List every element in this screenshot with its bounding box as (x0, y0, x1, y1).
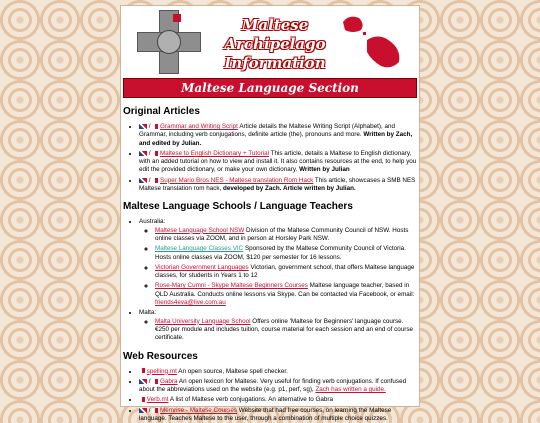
item-description: This article, showcases a SMB NES Maltese translation rom hack, (139, 176, 416, 193)
uk-flag-icon (139, 379, 147, 384)
site-banner (121, 6, 419, 78)
item-description: A list of Maltese verb conjugations. An alternative to Gabra (168, 396, 333, 404)
section-header: Maltese Language Section (123, 78, 417, 98)
gabra-link[interactable]: Gabra (160, 377, 178, 385)
item-description: Offers online 'Maltese for Beginners' language course. €250 per module and includes tuition, course material for each session and an end of course certificate. (155, 317, 413, 342)
page-container (120, 5, 420, 423)
uk-flag-icon (139, 151, 147, 156)
vic-classes-link[interactable]: Maltese Language Classes VIC (155, 245, 244, 253)
malta-flag-icon (152, 408, 158, 413)
list-item: • / Grammar and Writing Script Article details the Maltese Writing Script (Alphabet), and Grammar, including verb conjugations, definite article (the), pronouns and more. Written by Zach, and edited by Julian. (139, 123, 419, 148)
web-resources-list (121, 368, 419, 423)
list-item: • / Maltese to English Dictionary + Tutorial This article, details a Maltese to English dictionary, with an added tutorial on how to view and install it. It also contains resources at the end, to help you edit the provided dictionary, or make your own dictionary. Written by Julian (139, 150, 419, 175)
malta-flag-icon (139, 368, 145, 373)
australia-list (139, 227, 419, 308)
uk-flag-icon (139, 408, 147, 413)
malta-flag-icon (152, 379, 158, 384)
skype-courses-link[interactable]: Rose-Mary Cumni - Skype Maltese Beginners Courses (155, 282, 308, 290)
item-description: Maltese language teacher, based in QLD Australia. Conducts online lessons via Skype. Can be contacted via Facebook, or email: (155, 282, 415, 298)
list-item: • / Memrise - Maltese Courses Website that had free courses, on learning the Maltese language. Teaches Maltese to the user, through a combination of multiple choice quizzes. (139, 407, 419, 423)
uk-flag-icon (139, 178, 147, 183)
malta-flag-icon (152, 124, 158, 129)
original-articles-heading: Original Articles (123, 106, 200, 117)
guide-link[interactable]: Zach has written a guide. (315, 386, 386, 394)
memrise-link[interactable]: Memrise - Maltese Courses (160, 406, 237, 414)
malta-flag-icon (139, 397, 145, 402)
item-author: developed by Zach. Article written by Julian. (223, 185, 356, 193)
australia-label: Australia: (139, 218, 166, 226)
list-item (155, 264, 419, 281)
list-item: • / Gabra An open lexicon for Maltese. Very useful for finding verb conjugations. If confused about the abbreviations used on the website (e.g. p1, perf, sg), Zach has written a guide. (139, 378, 419, 395)
list-item (139, 218, 419, 307)
schools-heading: Maltese Language Schools / Language Teachers (123, 201, 353, 213)
item-description: Division of the Maltese Community Council of NSW. Hosts online classes via ZOOM, and in person at Horsley Park NSW. (155, 226, 409, 242)
victorian-languages-link[interactable]: Victorian Government Languages (155, 263, 249, 271)
list-item (139, 396, 419, 404)
list-item (139, 368, 419, 376)
list-item (155, 245, 419, 262)
maltese-cross-logo-icon (137, 10, 201, 74)
malta-list (139, 318, 419, 343)
item-description: An open lexicon for Maltese. Very useful for finding verb conjugations. If confused about the abbreviations used on the website (e.g. p1, perf, sg), (139, 377, 407, 394)
list-item (155, 318, 419, 343)
verb-mt-link[interactable]: Verb.mt (146, 396, 169, 404)
item-description: Website that had free courses, on learning the Maltese language. Teaches Maltese to the user, through a combination of multiple choice quizzes. (139, 406, 392, 423)
grammar-article-link[interactable]: Grammar and Writing Script (160, 123, 238, 130)
item-author: Written by Julian (299, 166, 350, 174)
item-description: Article details the Maltese Writing Script (Alphabet), and Grammar, including verb conjugations, definite article (the), pronouns and more. (139, 123, 395, 139)
email-link[interactable]: friends4eva@live.com.au (155, 299, 226, 307)
item-description: This article, details a Maltese to English dictionary, with an added tutorial on how to view and install it. It also contains resources at the end, to help you edit the provided dictionary, or make your own dictionary. (139, 149, 417, 174)
spelling-link[interactable]: spelling.mt (146, 367, 177, 375)
original-articles-list (121, 123, 419, 193)
site-title: Maltese Archipelago Information (224, 16, 326, 72)
malta-flag-icon (152, 151, 158, 156)
list-item (155, 282, 419, 307)
item-description: Victorian, government school, that offers Maltese language classes, for students in Years 1 to 12 (155, 263, 415, 280)
uk-flag-icon (139, 124, 147, 129)
malta-label: Malta: (139, 309, 157, 317)
list-item (139, 309, 419, 342)
schools-list (121, 218, 419, 342)
item-description: An open source, Maltese spell checker. (176, 367, 288, 375)
nsw-school-link[interactable]: Maltese Language School NSW (155, 226, 245, 234)
item-author: Written by Zach, and edited by Julian. (139, 131, 413, 147)
malta-university-link[interactable]: Malta University Language School (155, 317, 251, 325)
malta-map-icon (339, 12, 407, 74)
list-item (155, 227, 419, 244)
malta-flag-icon (152, 178, 158, 183)
item-description: Sponsored by the Maltese Community Council of Victoria. Hosts online classes via ZOOM, $120 per semester for 16 lessons. (155, 245, 406, 261)
web-resources-heading: Web Resources (123, 350, 198, 362)
mario-article-link[interactable]: Super Mario Bros NES - Maltese translation Rom Hack (160, 176, 314, 184)
list-item: • / Super Mario Bros NES - Maltese translation Rom Hack This article, showcases a SMB NES Maltese translation rom hack, developed by Zach. Article written by Julian. (139, 177, 419, 194)
dictionary-article-link[interactable]: Maltese to English Dictionary + Tutorial (160, 149, 270, 157)
